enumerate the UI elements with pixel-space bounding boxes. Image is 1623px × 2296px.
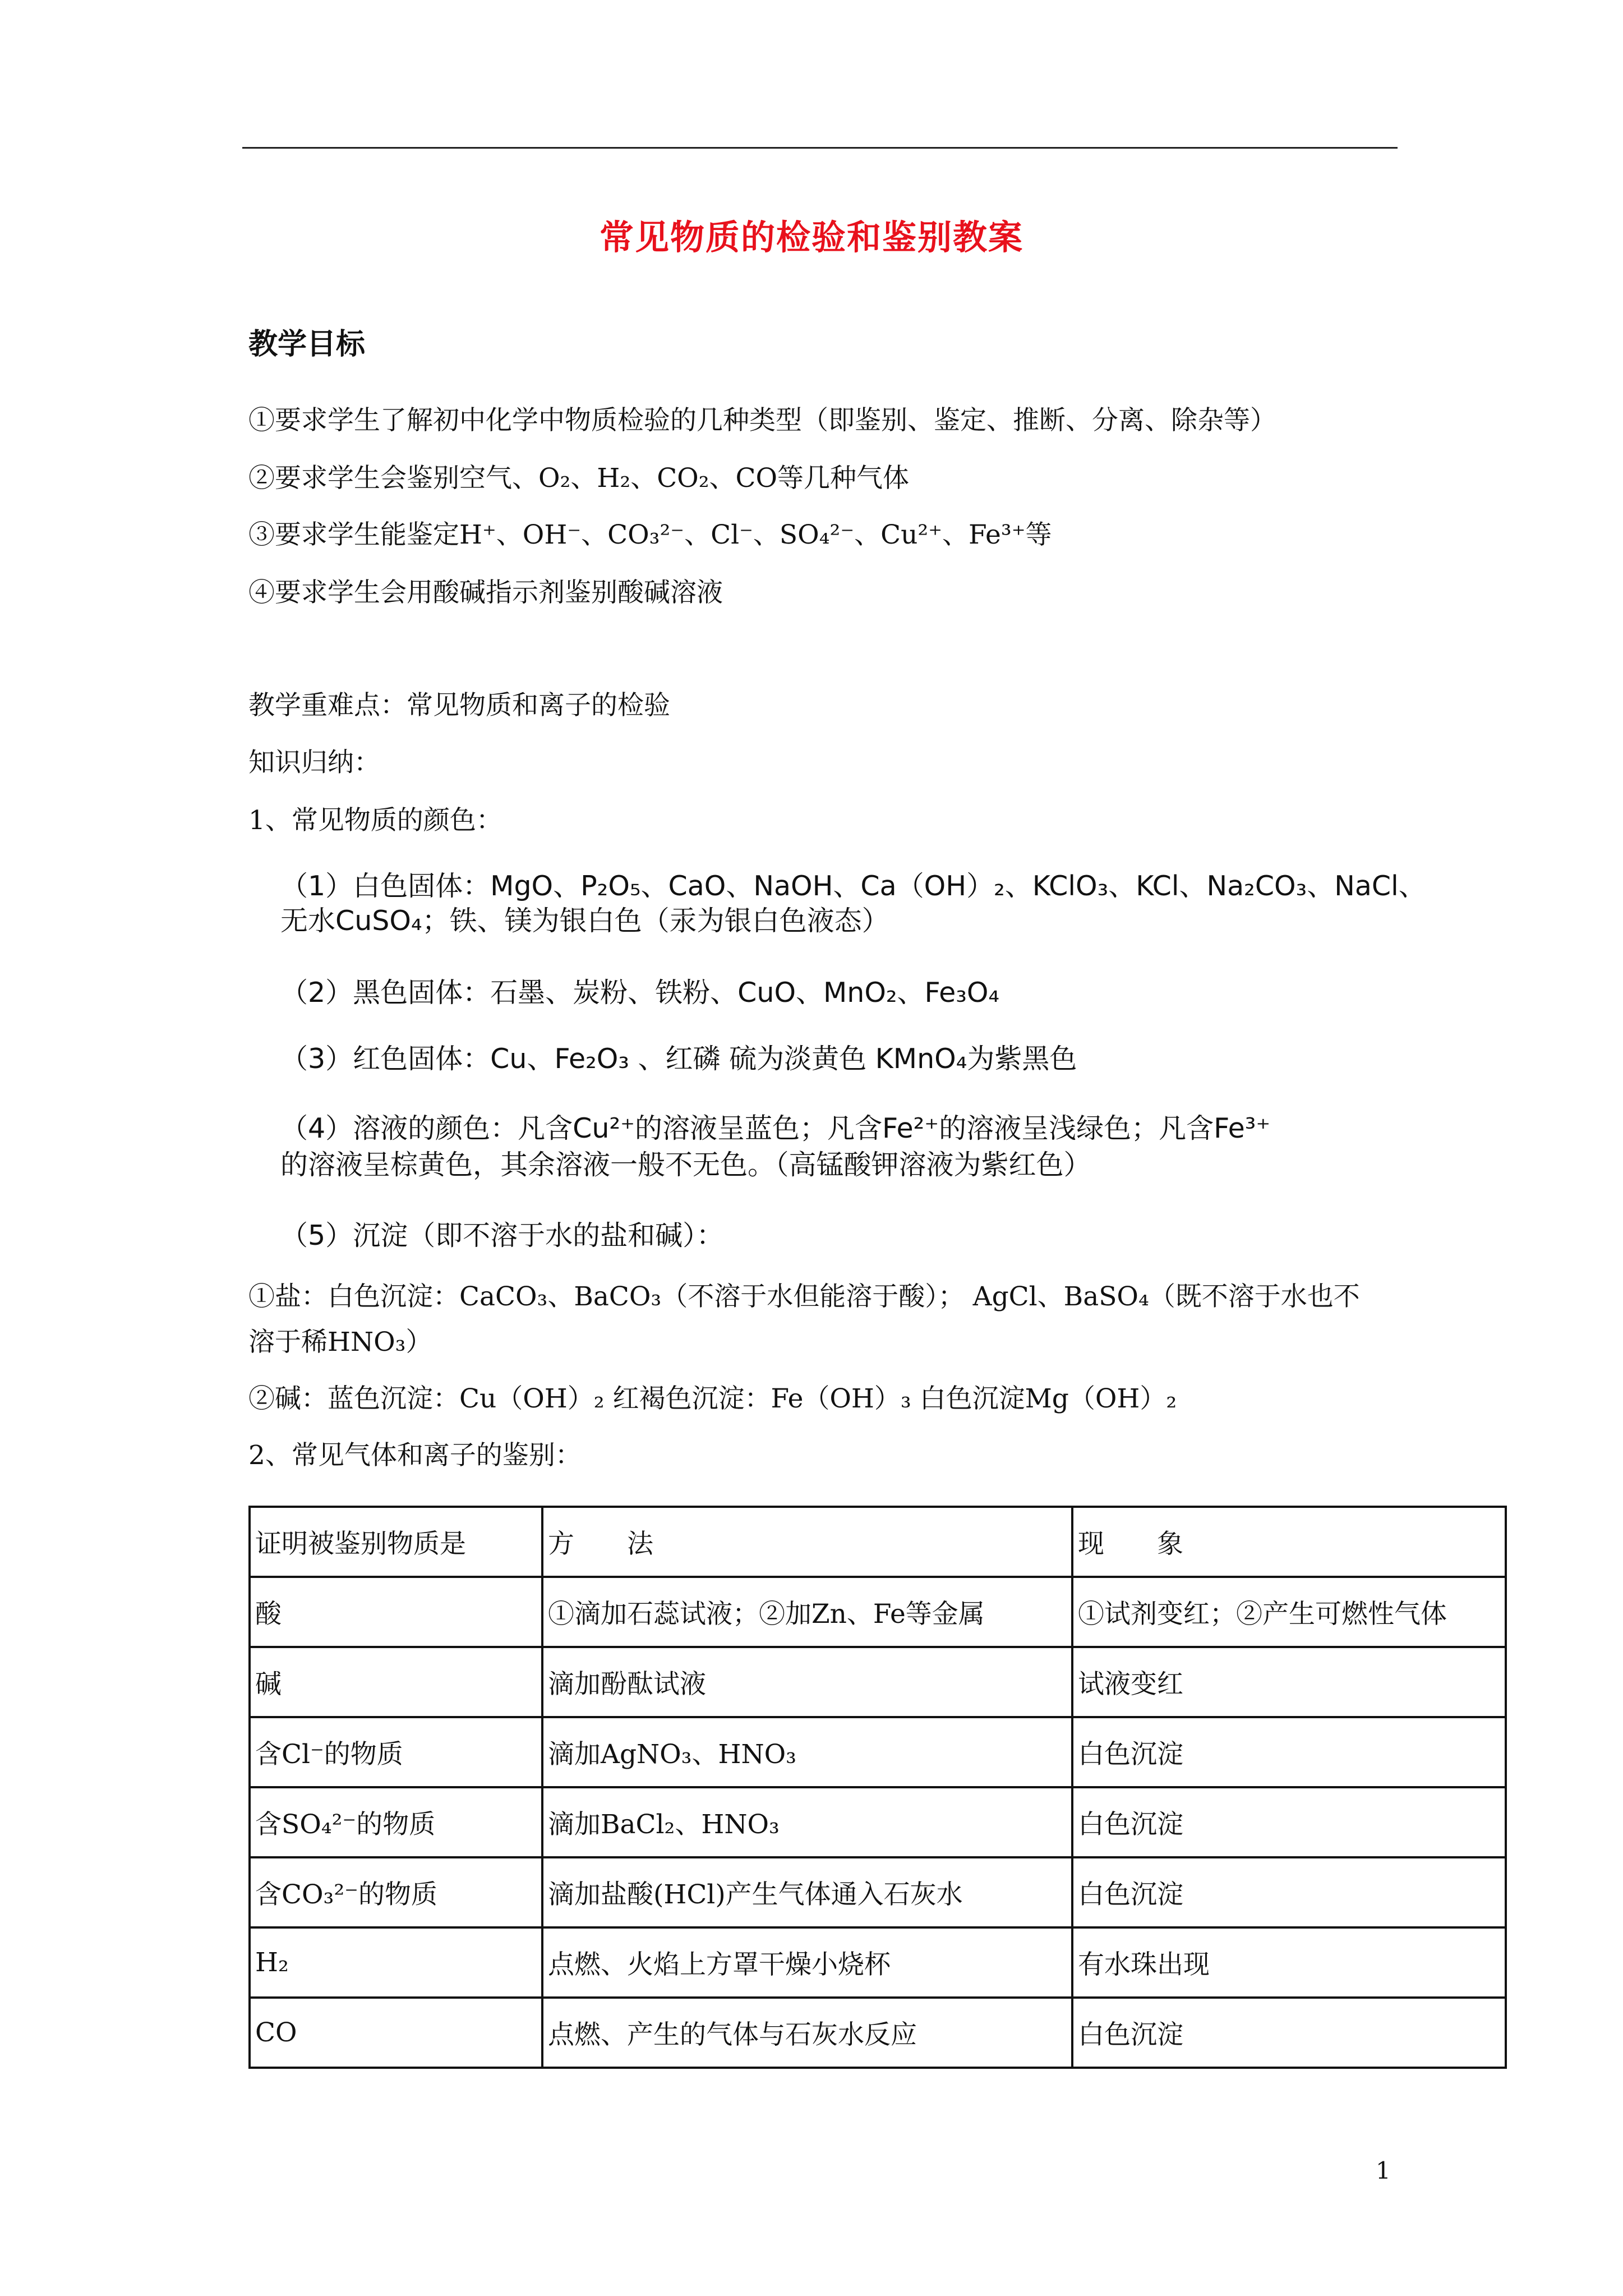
cell-phenomenon: 白色沉淀: [1072, 1998, 1506, 2068]
solution-colors-line1: （4）溶液的颜色：凡含Cu²⁺的溶液呈蓝色；凡含Fe²⁺的溶液呈浅绿色；凡含Fe³⁺: [280, 1112, 1271, 1144]
cell-phenomenon: 有水珠出现: [1072, 1927, 1506, 1998]
objectives-heading: 教学目标: [248, 327, 366, 361]
table-row: [250, 1647, 1506, 1717]
header-substance: 证明被鉴别物质是: [250, 1507, 542, 1577]
cell-method: ①滴加石蕊试液；②加Zn、Fe等金属: [542, 1577, 1072, 1647]
cell-method: 滴加BaCl₂、HNO₃: [542, 1787, 1072, 1857]
cell-substance: 含CO₃²⁻的物质: [250, 1857, 542, 1927]
objective-2: ②要求学生会鉴别空气、O₂、H₂、CO₂、CO等几种气体: [248, 463, 910, 494]
cell-phenomenon: 试液变红: [1072, 1647, 1506, 1717]
table-row: [250, 1717, 1506, 1787]
table-header-row: [250, 1507, 1506, 1577]
salt-precipitates-line2: 溶于稀HNO₃）: [248, 1327, 432, 1358]
cell-substance: CO: [250, 1998, 542, 2068]
cell-phenomenon: 白色沉淀: [1072, 1717, 1506, 1787]
header-method: 方 法: [542, 1507, 1072, 1577]
objective-3: ③要求学生能鉴定H⁺、OH⁻、CO₃²⁻、Cl⁻、SO₄²⁻、Cu²⁺、Fe³⁺等: [248, 519, 1052, 550]
cell-phenomenon: 白色沉淀: [1072, 1857, 1506, 1927]
table-row: [250, 1577, 1506, 1647]
table-row: [250, 1927, 1506, 1998]
cell-substance: 含Cl⁻的物质: [250, 1717, 542, 1787]
header-rule: [242, 147, 1398, 149]
page-number: 1: [1376, 2157, 1391, 2184]
section2-title: 2、常见气体和离子的鉴别：: [248, 1440, 582, 1471]
section1-title: 1、常见物质的颜色：: [248, 805, 502, 836]
table-row: [250, 1787, 1506, 1857]
white-solids-line1: （1）白色固体：MgO、P₂O₅、CaO、NaOH、Ca（OH）₂、KClO₃、KCl、Na₂CO₃、NaCl、: [280, 870, 1426, 902]
cell-substance: 酸: [250, 1577, 542, 1647]
salt-precipitates-line1: ①盐：白色沉淀：CaCO₃、BaCO₃（不溶于水但能溶于酸）； AgCl、BaSO₄（既不溶于水也不: [248, 1281, 1360, 1312]
identification-table: [248, 1506, 1507, 2069]
base-precipitates: ②碱：蓝色沉淀：Cu（OH）₂ 红褐色沉淀：Fe（OH）₃ 白色沉淀Mg（OH）₂: [248, 1383, 1177, 1414]
cell-phenomenon: ①试剂变红；②产生可燃性气体: [1072, 1577, 1506, 1647]
header-phenomenon: 现 象: [1072, 1507, 1506, 1577]
white-solids-line2: 无水CuSO₄；铁、镁为银白色（汞为银白色液态）: [280, 905, 889, 937]
cell-method: 滴加酚酞试液: [542, 1647, 1072, 1717]
cell-substance: 碱: [250, 1647, 542, 1717]
solution-colors-line2: 的溶液呈棕黄色，其余溶液一般不无色。（高锰酸钾溶液为紫红色）: [280, 1149, 1091, 1181]
objective-1: ①要求学生了解初中化学中物质检验的几种类型（即鉴别、鉴定、推断、分离、除杂等）: [248, 405, 1276, 436]
document-title: 常见物质的检验和鉴别教案: [599, 218, 1023, 257]
cell-substance: 含SO₄²⁻的物质: [250, 1787, 542, 1857]
cell-method: 点燃、产生的气体与石灰水反应: [542, 1998, 1072, 2068]
cell-method: 滴加盐酸(HCl)产生气体通入石灰水: [542, 1857, 1072, 1927]
cell-phenomenon: 白色沉淀: [1072, 1787, 1506, 1857]
precipitates: （5）沉淀（即不溶于水的盐和碱）：: [280, 1220, 724, 1251]
cell-substance: H₂: [250, 1927, 542, 1998]
objective-4: ④要求学生会用酸碱指示剂鉴别酸碱溶液: [248, 577, 723, 608]
black-solids: （2）黑色固体：石墨、炭粉、铁粉、CuO、MnO₂、Fe₃O₄: [280, 977, 1000, 1009]
cell-method: 点燃、火焰上方罩干燥小烧杯: [542, 1927, 1072, 1998]
table-row: [250, 1857, 1506, 1927]
cell-method: 滴加AgNO₃、HNO₃: [542, 1717, 1072, 1787]
table-row: [250, 1998, 1506, 2068]
red-solids: （3）红色固体：Cu、Fe₂O₃ 、红磷 硫为淡黄色 KMnO₄为紫黑色: [280, 1043, 1077, 1075]
summary-label: 知识归纳：: [248, 747, 380, 778]
key-point: 教学重难点：常见物质和离子的检验: [248, 690, 670, 721]
